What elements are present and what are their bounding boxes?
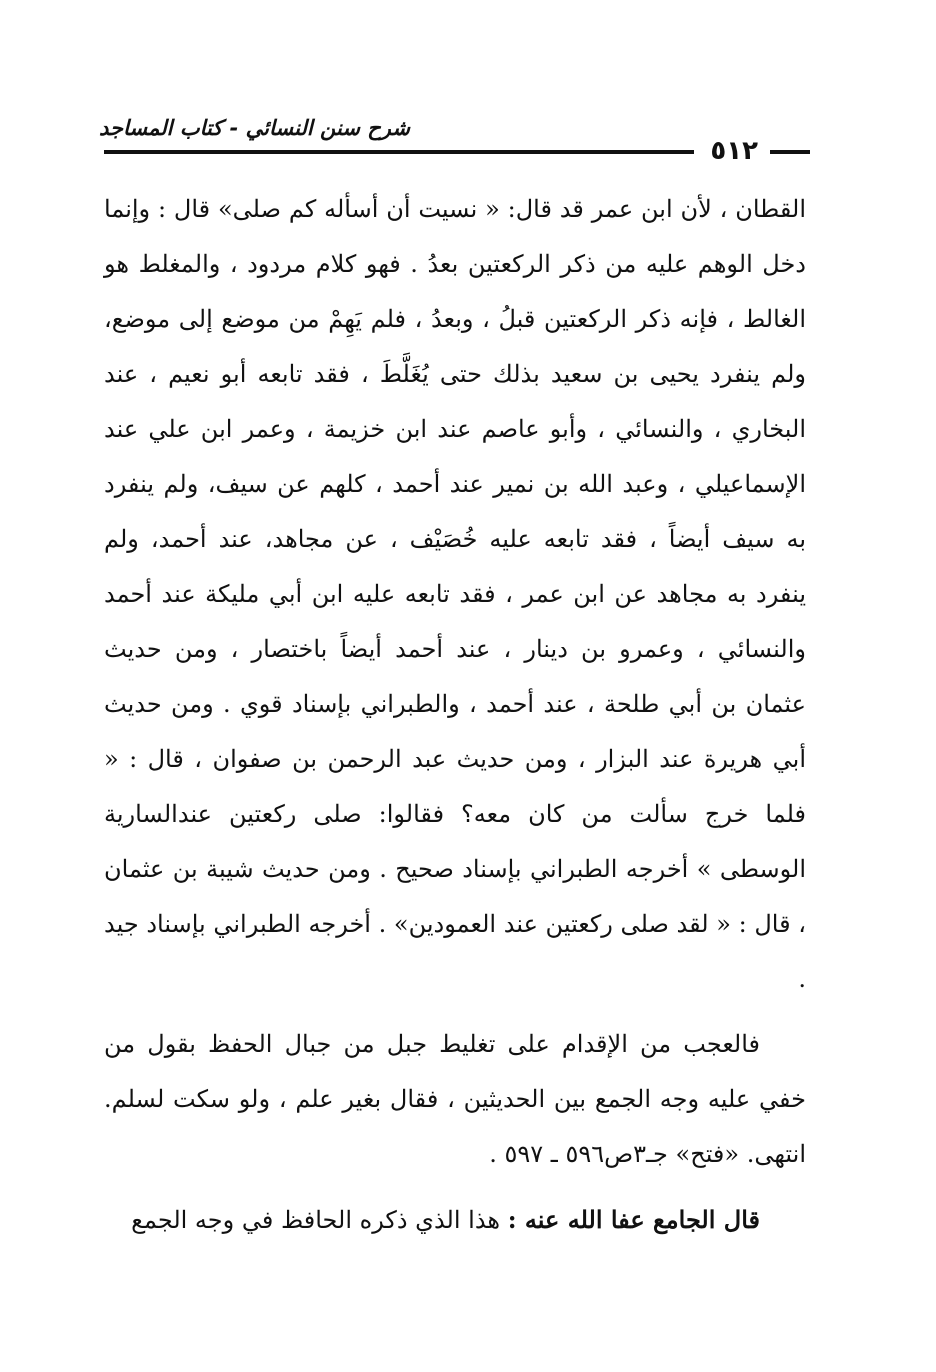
- paragraph-3-text: هذا الذي ذكره الحافظ في وجه الجمع: [131, 1206, 508, 1234]
- page-number-dash: [770, 150, 810, 154]
- header-rule: [104, 150, 694, 154]
- body-text: [104, 182, 806, 1248]
- paragraph-1: القطان ، لأن ابن عمر قد قال: « نسيت أن أسأله كم صلى» قال : وإنما دخل الوهم عليه من ذكر الركعتين بعدُ . فهو كلام مردود ، والمغلط هو الغالط ، فإنه ذكر الركعتين قبلُ ، وبعدُ ، فلم يَهِمْ من موضع إلى موضع، ولم ينفرد يحيى بن سعيد بذلك حتى يُغَلَّطَ ، فقد تابعه أبو نعيم ، عند البخاري ، والنسائي ، وأبو عاصم عند ابن خزيمة ، وعمر ابن علي عند الإسماعيلي ، وعبد الله بن نمير عند أحمد ، كلهم عن سيف، ولم ينفرد به سيف أيضاً ، فقد تابعه عليه خُصَيْف ، عن مجاهد، عند أحمد، ولم ينفرد به مجاهد عن ابن عمر ، فقد تابعه عليه ابن أبي مليكة عند أحمد والنسائي ، وعمرو بن دينار ، عند أحمد أيضاً باختصار ، ومن حديث عثمان بن أبي طلحة ، عند أحمد ، والطبراني بإسناد قوي . ومن حديث أبي هريرة عند البزار ، ومن حديث عبد الرحمن بن صفوان ، قال : « فلما خرج سألت من كان معه؟ فقالوا: صلى ركعتين عندالسارية الوسطى » أخرجه الطبراني بإسناد صحيح . ومن حديث شيبة بن عثمان ، قال : « لقد صلى ركعتين عند العمودين» . أخرجه الطبراني بإسناد جيد .: [104, 195, 806, 993]
- paragraph-2: فالعجب من الإقدام على تغليط جبل من جبال الحفظ بقول من خفي عليه وجه الجمع بين الحديثين ، فقال بغير علم ، ولو سكت لسلم. انتهى. «فتح» جـ٣ص٥٩٦ ـ ٥٩٧ .: [104, 1030, 806, 1168]
- paragraph-3: [104, 1192, 806, 1248]
- running-header: [99, 112, 810, 172]
- paragraph-3-lead: قال الجامع عفا الله عنه :: [507, 1205, 760, 1234]
- page-number: ٥١٢: [710, 136, 758, 166]
- header-title: شرح سنن النسائي - كتاب المساجد: [99, 116, 410, 140]
